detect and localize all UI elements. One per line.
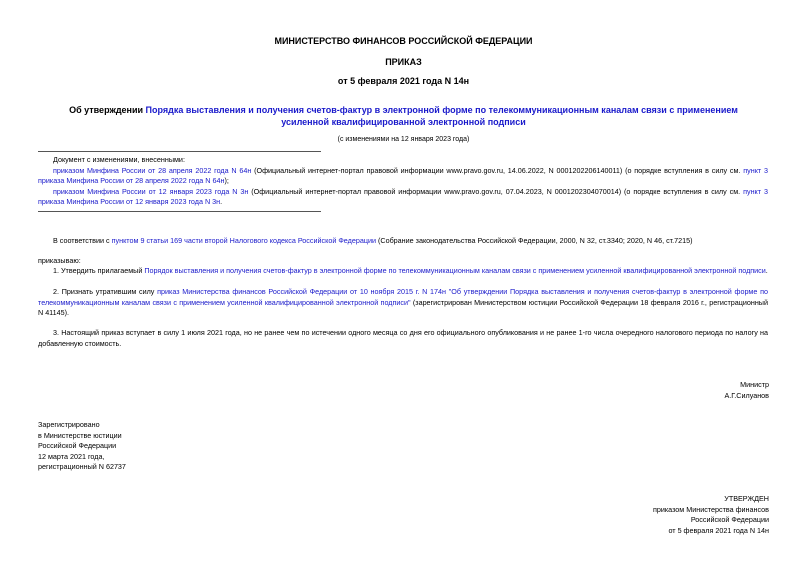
registration-line: в Министерстве юстиции (38, 430, 122, 440)
registration-line: Российской Федерации (38, 441, 117, 450)
title-prefix: Об утверждении (69, 105, 146, 115)
amendment-effect-link[interactable]: пункт 3 приказа Минфина России от 12 января 2023 года N 3н (38, 186, 768, 206)
registration-line: регистрационный N 62737 (38, 462, 126, 471)
procedure-link[interactable]: Порядок выставления и получения счетов-фактур в электронной форме по телекоммуникационным каналам связи с применением усиленной квалифицированной электронной подписи (144, 266, 766, 275)
ministry-header: МИНИСТЕРСТВО ФИНАНСОВ РОССИЙСКОЙ ФЕДЕРАЦИИ (274, 36, 533, 46)
registration-block (38, 420, 126, 473)
registration-line: Зарегистрировано (38, 420, 100, 429)
approved-line: приказом Министерства финансов (652, 504, 769, 514)
amendment-link[interactable]: приказом Минфина России от 28 апреля 2022 года N 64н (53, 165, 252, 175)
divider-bottom (38, 211, 321, 212)
signature-name: А.Г.Силуанов (724, 390, 769, 400)
amendment-item (38, 166, 768, 187)
amendments-block (38, 155, 768, 208)
doc-date-number: от 5 февраля 2021 года N 14н (337, 76, 470, 86)
clause-end: . (765, 266, 768, 275)
signature-position: Министр (740, 380, 769, 389)
preamble-text: В соответствии с (53, 236, 112, 245)
approved-line: от 5 февраля 2021 года N 14н (668, 525, 769, 535)
clause-text: 1. Утвердить прилагаемый (53, 266, 145, 275)
amendment-text: (Официальный интернет-портал правовой информации www.pravo.gov.ru, 07.04.2023, N 0001202304070014) (о порядке вступления в силу см. (248, 186, 744, 196)
tax-code-link[interactable]: пунктом 9 статьи 169 части второй Налогового кодекса Российской Федерации (111, 236, 376, 245)
amendment-item (38, 187, 768, 208)
amendment-end: ); (224, 176, 229, 185)
title-link[interactable]: Порядка выставления и получения счетов-фактур в электронной форме по телекоммуникационным каналам связи с применением усиленной квалифицированной электронной подписи (145, 105, 738, 127)
preamble-source: (Собрание законодательства Российской Федерации, 2000, N 32, ст.3340; 2020, N 46, ст.7215) (375, 236, 693, 245)
clause-2 (38, 287, 768, 319)
amendment-link[interactable]: приказом Минфина России от 12 января 2023 года N 3н (53, 186, 249, 196)
approved-line: Российской Федерации (690, 515, 769, 524)
clause-text: 2. Признать утратившим силу (53, 287, 158, 296)
registration-line: 12 марта 2021 года, (38, 451, 105, 461)
changes-note: (с изменениями на 12 января 2023 года) (337, 136, 470, 143)
clause-3: 3. Настоящий приказ вступает в силу 1 июля 2021 года, но не ранее чем по истечении одного месяца со дня его официального опубликования и не ранее 1-го числа очередного налогового периода по налогу на добавленную стоимость. (38, 328, 768, 348)
approved-block (653, 494, 769, 536)
amendment-text: (Официальный интернет-портал правовой информации www.pravo.gov.ru, 14.06.2022, N 0001202206140011) (о порядке вступления в силу см. (251, 165, 744, 175)
approved-line: УТВЕРЖДЕН (724, 494, 769, 503)
clause-1 (38, 266, 768, 277)
orders-word: приказываю: (38, 256, 81, 265)
document-title (50, 104, 757, 128)
repealed-order-link[interactable]: приказ Министерства финансов Российской Федерации от 10 ноября 2015 г. N 174н "Об утверждении Порядка выставления и получения счетов-фактур в электронной форме по телекоммуникационным каналам связи с применением усиленной квалифицированной электронной подписи" (38, 287, 768, 307)
signature-block (725, 380, 770, 401)
amendments-intro: Документ с изменениями, внесенными: (53, 155, 185, 164)
preamble (38, 236, 768, 247)
divider-top (38, 151, 321, 152)
doc-type: ПРИКАЗ (385, 57, 422, 67)
clause-registration: (зарегистрирован Министерством юстиции Российской Федерации 18 февраля 2016 г., регистрационный N 41145). (38, 297, 768, 317)
amendment-end: . (220, 197, 223, 206)
amendment-effect-link[interactable]: пункт 3 приказа Минфина России от 28 апреля 2022 года N 64н (38, 165, 768, 185)
